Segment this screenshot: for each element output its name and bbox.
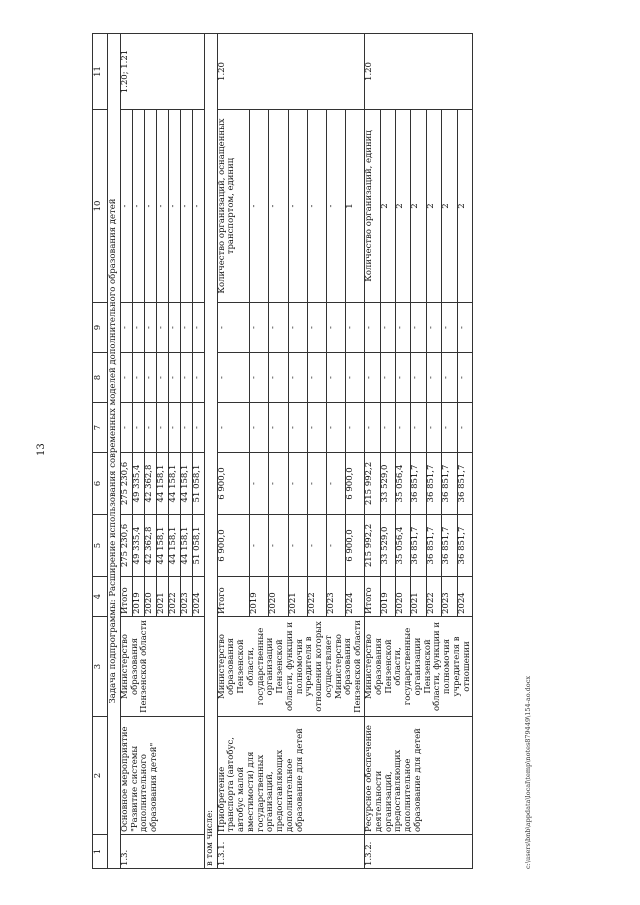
- value-cell: -: [426, 303, 441, 353]
- indicator-value: -: [192, 110, 204, 303]
- value-cell: 36 851,7: [411, 515, 426, 577]
- year-cell: 2020: [144, 577, 156, 617]
- column-number: 11: [93, 34, 108, 110]
- column-number: 5: [93, 515, 108, 577]
- year-cell: 2022: [307, 577, 326, 617]
- indicator-links: 1.20; 1.21: [120, 34, 204, 110]
- value-cell: -: [307, 453, 326, 515]
- value-cell: -: [120, 403, 132, 453]
- page-number: 13: [36, 443, 47, 456]
- indicator-links: 1.20: [217, 34, 364, 110]
- value-cell: 36 851,7: [426, 453, 441, 515]
- year-cell: Итого: [120, 577, 132, 617]
- value-cell: -: [144, 403, 156, 453]
- indicator-name: Количество организаций, оснащенных транспортом, единиц: [217, 110, 250, 303]
- table-row: [217, 34, 250, 869]
- value-cell: -: [365, 403, 380, 453]
- indicator-links: 1.20: [365, 34, 473, 110]
- value-cell: -: [307, 303, 326, 353]
- value-cell: -: [288, 453, 307, 515]
- column-number: 9: [93, 303, 108, 353]
- value-cell: -: [288, 353, 307, 403]
- value-cell: 36 851,7: [457, 453, 473, 515]
- value-cell: -: [307, 353, 326, 403]
- value-cell: -: [250, 403, 269, 453]
- indicator-value: -: [269, 110, 288, 303]
- value-cell: -: [120, 303, 132, 353]
- value-cell: -: [307, 515, 326, 577]
- row-number: 1.3.1.: [217, 835, 364, 869]
- indicator-value: 2: [395, 110, 410, 303]
- value-cell: -: [250, 515, 269, 577]
- value-cell: -: [180, 403, 192, 453]
- value-cell: 275 230,6: [120, 453, 132, 515]
- value-cell: 44 158,1: [168, 515, 180, 577]
- year-cell: 2024: [457, 577, 473, 617]
- table-row: [365, 34, 380, 869]
- value-cell: -: [168, 303, 180, 353]
- document-table-wrapper: [92, 34, 522, 869]
- value-cell: 42 362,8: [144, 453, 156, 515]
- value-cell: -: [250, 353, 269, 403]
- year-cell: 2019: [250, 577, 269, 617]
- executor: Министерство образования Пензенской области: [120, 617, 204, 717]
- value-cell: 33 529,0: [380, 453, 395, 515]
- indicator-name: Количество организаций, единиц: [365, 110, 380, 303]
- year-cell: 2022: [168, 577, 180, 617]
- value-cell: -: [326, 515, 345, 577]
- task-row: [108, 34, 121, 869]
- value-cell: -: [192, 403, 204, 453]
- value-cell: -: [120, 353, 132, 403]
- value-cell: -: [250, 453, 269, 515]
- indicator-name: -: [120, 110, 132, 303]
- column-number: 8: [93, 353, 108, 403]
- value-cell: -: [326, 353, 345, 403]
- value-cell: -: [426, 403, 441, 453]
- value-cell: -: [442, 353, 457, 403]
- value-cell: -: [180, 353, 192, 403]
- value-cell: -: [269, 515, 288, 577]
- value-cell: -: [365, 353, 380, 403]
- value-cell: 36 851,7: [426, 515, 441, 577]
- measure-name: Основное мероприятие "Развитие системы дополнительного образования детей": [120, 717, 204, 835]
- value-cell: -: [395, 403, 410, 453]
- indicator-value: -: [180, 110, 192, 303]
- row-number: 1.3.: [120, 835, 204, 869]
- value-cell: 215 992,2: [365, 515, 380, 577]
- value-cell: -: [192, 303, 204, 353]
- value-cell: -: [426, 353, 441, 403]
- value-cell: -: [288, 403, 307, 453]
- value-cell: -: [395, 353, 410, 403]
- indicator-value: -: [307, 110, 326, 303]
- value-cell: -: [156, 303, 168, 353]
- year-cell: Итого: [217, 577, 250, 617]
- value-cell: -: [365, 303, 380, 353]
- value-cell: -: [132, 303, 144, 353]
- included-row: [204, 34, 217, 869]
- value-cell: 36 851,7: [442, 453, 457, 515]
- value-cell: -: [269, 353, 288, 403]
- file-path: c:\users\bnb\appdata\local\temp\notes879449\154-ao.docx: [524, 675, 532, 869]
- value-cell: -: [192, 353, 204, 403]
- value-cell: -: [307, 403, 326, 453]
- value-cell: 6 900,0: [217, 453, 250, 515]
- value-cell: -: [345, 403, 364, 453]
- year-cell: 2020: [269, 577, 288, 617]
- value-cell: 275 230,6: [120, 515, 132, 577]
- indicator-value: 2: [442, 110, 457, 303]
- value-cell: -: [457, 403, 473, 453]
- value-cell: -: [345, 303, 364, 353]
- value-cell: -: [326, 303, 345, 353]
- value-cell: 44 158,1: [168, 453, 180, 515]
- value-cell: 35 056,4: [395, 453, 410, 515]
- year-cell: 2021: [411, 577, 426, 617]
- included-label: в том числе:: [204, 34, 217, 869]
- column-number-row: [93, 34, 108, 869]
- column-number: 1: [93, 835, 108, 869]
- value-cell: -: [168, 353, 180, 403]
- value-cell: -: [380, 353, 395, 403]
- value-cell: -: [457, 303, 473, 353]
- value-cell: 49 335,4: [132, 453, 144, 515]
- value-cell: -: [217, 403, 250, 453]
- year-cell: 2023: [326, 577, 345, 617]
- value-cell: -: [326, 403, 345, 453]
- measure-name: Ресурсное обеспечение деятельности организаций, предоставляющих дополнительное образование для детей: [365, 717, 473, 835]
- value-cell: -: [442, 303, 457, 353]
- value-cell: -: [411, 303, 426, 353]
- indicator-value: 2: [426, 110, 441, 303]
- row-number: 1.3.2.: [365, 835, 473, 869]
- value-cell: 6 900,0: [345, 453, 364, 515]
- indicator-value: -: [144, 110, 156, 303]
- value-cell: -: [217, 303, 250, 353]
- column-number: 3: [93, 617, 108, 717]
- value-cell: -: [395, 303, 410, 353]
- value-cell: -: [144, 303, 156, 353]
- value-cell: -: [156, 353, 168, 403]
- value-cell: -: [411, 353, 426, 403]
- year-cell: 2022: [426, 577, 441, 617]
- value-cell: 44 158,1: [156, 515, 168, 577]
- year-cell: 2024: [345, 577, 364, 617]
- value-cell: -: [288, 303, 307, 353]
- value-cell: 215 992,2: [365, 453, 380, 515]
- year-cell: 2019: [132, 577, 144, 617]
- indicator-value: 2: [380, 110, 395, 303]
- indicator-value: -: [132, 110, 144, 303]
- value-cell: -: [132, 403, 144, 453]
- value-cell: 44 158,1: [180, 515, 192, 577]
- value-cell: -: [380, 403, 395, 453]
- year-cell: 2021: [288, 577, 307, 617]
- column-number: 10: [93, 110, 108, 303]
- value-cell: 6 900,0: [217, 515, 250, 577]
- executor: Министерство образования Пензенской области, государственные организации Пензенской области, функции и полномочия учредителя в отношении которых осуществляет Министерство образования Пензенской области: [217, 617, 364, 717]
- value-cell: 44 158,1: [180, 453, 192, 515]
- year-cell: 2023: [442, 577, 457, 617]
- value-cell: -: [156, 403, 168, 453]
- value-cell: -: [269, 453, 288, 515]
- value-cell: 6 900,0: [345, 515, 364, 577]
- value-cell: 49 335,4: [132, 515, 144, 577]
- value-cell: -: [380, 303, 395, 353]
- year-cell: 2024: [192, 577, 204, 617]
- indicator-value: -: [326, 110, 345, 303]
- value-cell: -: [345, 353, 364, 403]
- value-cell: -: [217, 353, 250, 403]
- value-cell: 42 362,8: [144, 515, 156, 577]
- indicator-value: -: [168, 110, 180, 303]
- value-cell: 36 851,7: [411, 453, 426, 515]
- year-cell: 2019: [380, 577, 395, 617]
- value-cell: -: [457, 353, 473, 403]
- value-cell: -: [269, 303, 288, 353]
- value-cell: -: [411, 403, 426, 453]
- value-cell: 51 058,1: [192, 515, 204, 577]
- value-cell: 36 851,7: [457, 515, 473, 577]
- value-cell: 51 058,1: [192, 453, 204, 515]
- indicator-value: -: [156, 110, 168, 303]
- indicator-value: 2: [457, 110, 473, 303]
- executor: Министерство образования Пензенской области, государственные организации Пензенской области, функции и полномочия учредителя в отношении: [365, 617, 473, 717]
- indicator-value: -: [250, 110, 269, 303]
- year-cell: Итого: [365, 577, 380, 617]
- column-number: 7: [93, 403, 108, 453]
- value-cell: -: [250, 303, 269, 353]
- indicator-value: 2: [411, 110, 426, 303]
- measure-name: Приобретение транспорта (автобус, автобус малой вместимости) для государственных организаций, предоставляющих дополнительное образование для детей: [217, 717, 364, 835]
- value-cell: -: [269, 403, 288, 453]
- value-cell: -: [326, 453, 345, 515]
- year-cell: 2023: [180, 577, 192, 617]
- year-cell: 2021: [156, 577, 168, 617]
- value-cell: 44 158,1: [156, 453, 168, 515]
- value-cell: 36 851,7: [442, 515, 457, 577]
- table-row: [120, 34, 132, 869]
- indicator-value: -: [288, 110, 307, 303]
- year-cell: 2020: [395, 577, 410, 617]
- value-cell: 35 056,4: [395, 515, 410, 577]
- value-cell: -: [288, 515, 307, 577]
- value-cell: -: [168, 403, 180, 453]
- indicator-value: 1: [345, 110, 364, 303]
- column-number: 2: [93, 717, 108, 835]
- column-number: 6: [93, 453, 108, 515]
- value-cell: -: [442, 403, 457, 453]
- value-cell: 33 529,0: [380, 515, 395, 577]
- value-cell: -: [180, 303, 192, 353]
- value-cell: -: [132, 353, 144, 403]
- program-table: [92, 33, 473, 869]
- column-number: 4: [93, 577, 108, 617]
- value-cell: -: [144, 353, 156, 403]
- task-header: Задача подпрограммы: Расширение использования современных моделей дополнительного образования детей: [108, 34, 121, 869]
